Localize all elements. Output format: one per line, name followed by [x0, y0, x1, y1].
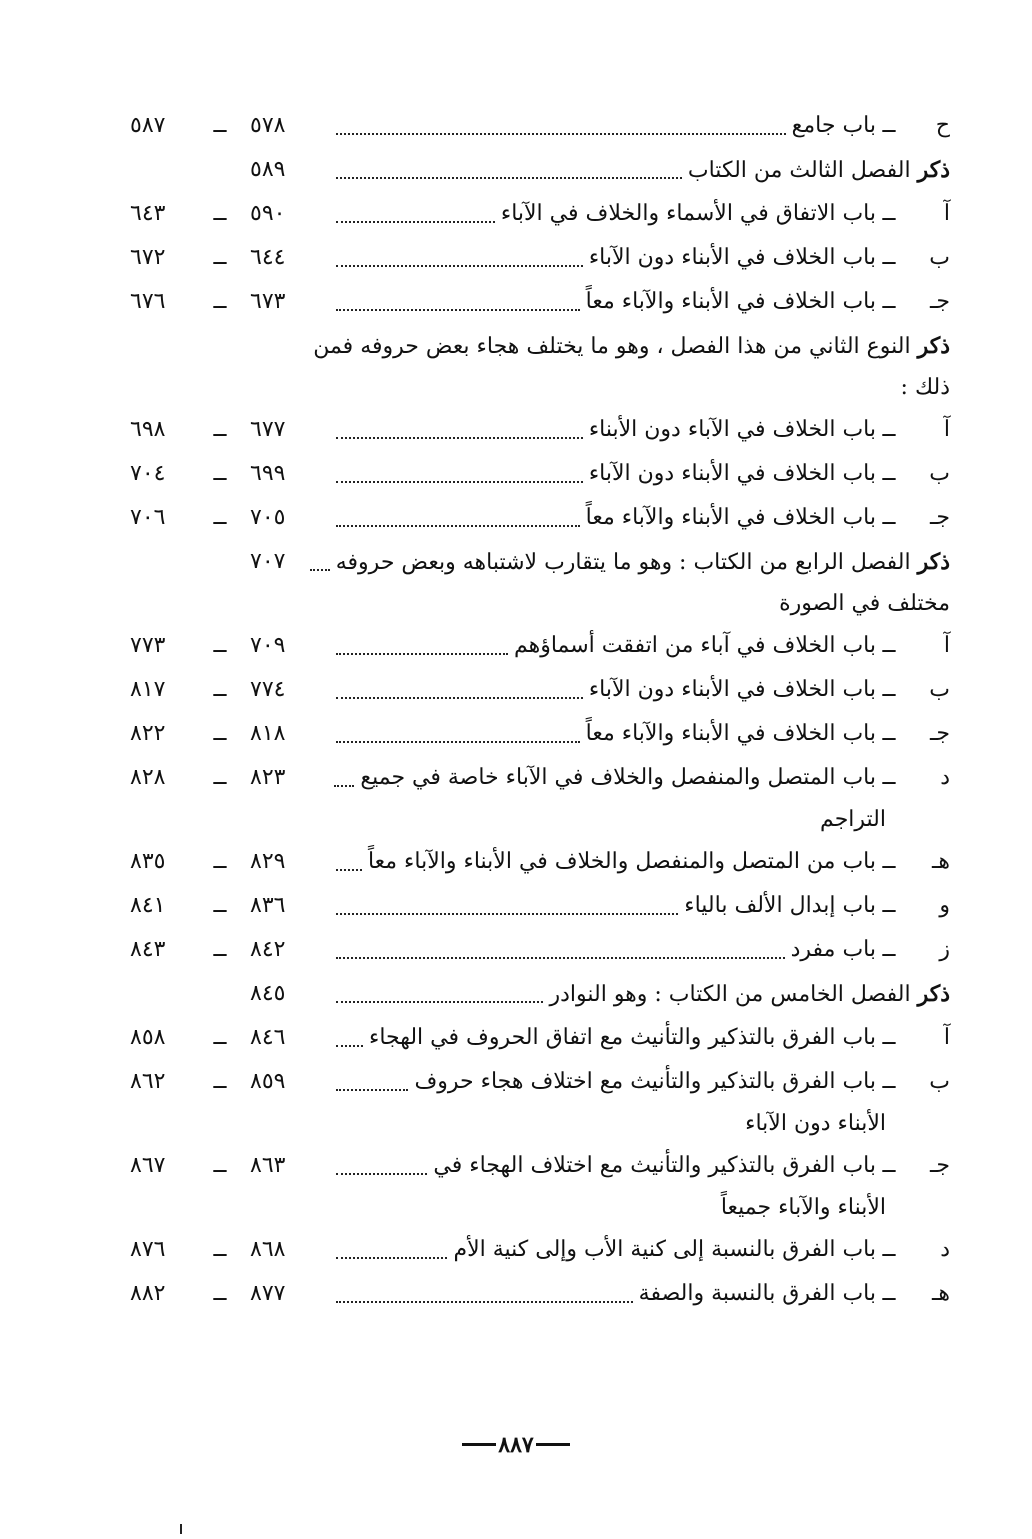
entry-dash: ــ — [882, 1153, 896, 1178]
entry-letter: ب — [929, 461, 950, 486]
page-end: ٨٦٧ — [130, 1153, 166, 1178]
leader-dots — [336, 697, 583, 699]
page-range — [130, 452, 330, 496]
page-range — [130, 496, 330, 540]
page-start: ٨٢٣ — [250, 765, 286, 790]
entry-letter: آ — [943, 633, 950, 658]
rule-left — [536, 1443, 570, 1446]
entry-dash: ــ — [882, 289, 896, 314]
toc-entry — [130, 1144, 950, 1188]
heading-box — [330, 540, 950, 585]
page-range — [130, 192, 330, 236]
leader-dots — [336, 1173, 427, 1175]
heading-text: الفصل الثالث من الكتاب — [687, 157, 911, 183]
heading-continuation — [130, 368, 950, 408]
page-range — [130, 884, 330, 928]
entry-title-box — [330, 668, 876, 712]
section-heading — [130, 324, 950, 368]
entry-title-box — [330, 452, 876, 496]
entry-letter: و — [939, 893, 950, 918]
entry-dash: ــ — [882, 721, 896, 746]
entry-title-box — [330, 1060, 876, 1104]
page-range — [130, 236, 330, 280]
entry-title-box — [330, 1228, 876, 1272]
heading-box — [330, 972, 950, 1017]
entry-title: باب الفرق بالتذكير والتأنيث مع اتفاق الحروف في الهجاء — [368, 1025, 876, 1050]
entry-title-box — [330, 624, 876, 668]
entry-continuation — [130, 800, 950, 840]
entry-dash: ــ — [882, 417, 896, 442]
leader-dots — [336, 1301, 633, 1303]
leader-dots — [336, 741, 580, 743]
entry-title-box — [330, 104, 876, 148]
entry-title-box — [330, 280, 876, 324]
entry-letter: هـ — [931, 1281, 950, 1306]
range-dash: ــ — [213, 1025, 227, 1050]
continuation-text: ذلك : — [900, 375, 950, 400]
heading-lead: ذكر — [917, 980, 950, 1007]
section-heading — [130, 148, 950, 192]
heading-title — [688, 148, 950, 193]
page-range — [130, 1228, 330, 1272]
toc-entry — [130, 756, 950, 800]
entry-letter: آ — [943, 417, 950, 442]
leader-dots — [336, 177, 682, 179]
leader-dots — [336, 1045, 363, 1047]
leader-dots — [310, 569, 330, 571]
page-end: ٧٧٣ — [130, 633, 166, 658]
page-start: ٨٤٦ — [250, 1025, 286, 1050]
toc-entry — [130, 280, 950, 324]
page-number: ٨٨٧ — [0, 1432, 1032, 1458]
entry-letter: ب — [929, 245, 950, 270]
range-dash: ــ — [213, 113, 227, 138]
page-end: ٨٧٦ — [130, 1237, 166, 1262]
entry-title-box — [330, 408, 876, 452]
page-range — [130, 840, 330, 884]
leader-dots — [336, 1001, 543, 1003]
entry-letter: جـ — [929, 289, 950, 314]
entry-dash: ــ — [882, 677, 896, 702]
section-heading — [130, 972, 950, 1016]
toc-entry — [130, 236, 950, 280]
heading-title — [549, 972, 950, 1017]
rule-right — [462, 1443, 496, 1446]
range-dash: ــ — [213, 849, 227, 874]
page-end: ٨٥٨ — [130, 1025, 166, 1050]
entry-title: باب الخلاف في الآباء دون الأبناء — [588, 417, 876, 442]
entry-letter: ب — [929, 1069, 950, 1094]
page-start: ٨٣٦ — [250, 893, 286, 918]
range-dash: ــ — [213, 721, 227, 746]
entry-title: باب المتصل والمنفصل والخلاف في الآباء خاصة في جميع — [360, 765, 876, 790]
toc-entry — [130, 408, 950, 452]
page-range — [130, 972, 330, 1016]
entry-dash: ــ — [882, 245, 896, 270]
toc-entry — [130, 668, 950, 712]
entry-letter: هـ — [931, 849, 950, 874]
entry-title-box — [330, 884, 876, 928]
page-range — [130, 408, 330, 452]
entry-title-box — [330, 712, 876, 756]
page-end: ٦٧٢ — [130, 245, 166, 270]
range-dash: ــ — [213, 1153, 227, 1178]
entry-title: باب جامع — [791, 113, 876, 138]
entry-title: باب الفرق بالنسبة إلى كنية الأب وإلى كنية الأم — [453, 1237, 876, 1262]
leader-dots — [336, 265, 583, 267]
entry-letter: د — [940, 765, 950, 790]
page-start: ٦٩٩ — [250, 461, 286, 486]
entry-title-box — [330, 928, 876, 972]
range-dash: ــ — [213, 1237, 227, 1262]
toc-entry — [130, 928, 950, 972]
page-start: ٨٤٥ — [250, 981, 286, 1006]
entry-continuation — [130, 1188, 950, 1228]
entry-title: باب الخلاف في الأبناء دون الآباء — [588, 677, 876, 702]
entry-continuation — [130, 1104, 950, 1144]
entry-dash: ــ — [882, 1069, 896, 1094]
range-dash: ــ — [213, 937, 227, 962]
entry-title-box — [330, 192, 876, 236]
entry-dash: ــ — [882, 201, 896, 226]
page-start: ٦٧٣ — [250, 289, 286, 314]
leader-dots — [336, 653, 508, 655]
scan-mark — [180, 1524, 186, 1534]
leader-dots — [336, 525, 580, 527]
entry-title: باب إبدال الألف بالياء — [684, 893, 876, 918]
entry-title: باب الخلاف في الأبناء والآباء معاً — [585, 721, 876, 746]
page-end: ٨٢٢ — [130, 721, 166, 746]
range-dash: ــ — [213, 289, 227, 314]
range-dash: ــ — [213, 1069, 227, 1094]
page-range — [130, 148, 330, 192]
entry-title: باب الخلاف في الأبناء والآباء معاً — [585, 289, 876, 314]
entry-title: باب الخلاف في الأبناء دون الآباء — [588, 245, 876, 270]
leader-dots — [336, 437, 583, 439]
leader-dots — [336, 1257, 447, 1259]
page-end: ٨١٧ — [130, 677, 166, 702]
table-of-contents — [130, 104, 950, 1316]
entry-letter: ز — [939, 937, 950, 962]
page-start: ٧٠٥ — [250, 505, 286, 530]
page-start: ٧٠٩ — [250, 633, 286, 658]
entry-title: باب الفرق بالتذكير والتأنيث مع اختلاف الهجاء في — [433, 1153, 876, 1178]
heading-title — [313, 324, 950, 369]
page-start: ٥٨٩ — [250, 157, 286, 182]
page-range — [130, 1144, 330, 1188]
heading-lead: ذكر — [917, 548, 950, 575]
entry-title: باب الفرق بالتذكير والتأنيث مع اختلاف هجاء حروف — [414, 1069, 876, 1094]
toc-entry — [130, 192, 950, 236]
heading-title — [336, 540, 950, 585]
page-range — [130, 1272, 330, 1316]
entry-dash: ــ — [882, 113, 896, 138]
entry-dash: ــ — [882, 1281, 896, 1306]
page-end: ٨٢٨ — [130, 765, 166, 790]
range-dash: ــ — [213, 505, 227, 530]
entry-title-box — [330, 840, 876, 884]
continuation-text: مختلف في الصورة — [779, 591, 950, 616]
entry-title: باب الخلاف في الأبناء والآباء معاً — [585, 505, 876, 530]
page-end: ٨٤١ — [130, 893, 166, 918]
entry-letter: آ — [943, 201, 950, 226]
toc-entry — [130, 712, 950, 756]
toc-entry — [130, 1016, 950, 1060]
entry-title-box — [330, 1144, 876, 1188]
page-start: ٦٤٤ — [250, 245, 286, 270]
entry-title-box — [330, 756, 876, 800]
leader-dots — [336, 1089, 408, 1091]
page-range — [130, 104, 330, 148]
page-end: ٦٩٨ — [130, 417, 166, 442]
leader-dots — [336, 481, 583, 483]
heading-text: النوع الثاني من هذا الفصل ، وهو ما يختلف هجاء بعض حروفه فمن — [313, 333, 911, 359]
page-start: ٨٢٩ — [250, 849, 286, 874]
page-end: ٦٤٣ — [130, 201, 166, 226]
entry-letter: جـ — [929, 1153, 950, 1178]
entry-letter: آ — [943, 1025, 950, 1050]
entry-dash: ــ — [882, 1237, 896, 1262]
entry-title-box — [330, 1272, 876, 1316]
entry-title-box — [330, 1016, 876, 1060]
continuation-text: التراجم — [820, 807, 886, 832]
entry-dash: ــ — [882, 633, 896, 658]
heading-lead: ذكر — [917, 156, 950, 183]
toc-entry — [130, 1228, 950, 1272]
entry-letter: ح — [935, 113, 950, 138]
page-end: ٨٨٢ — [130, 1281, 166, 1306]
section-heading — [130, 540, 950, 584]
page-end: ٨٣٥ — [130, 849, 166, 874]
toc-entry — [130, 104, 950, 148]
range-dash: ــ — [213, 417, 227, 442]
heading-continuation — [130, 584, 950, 624]
toc-entry — [130, 1060, 950, 1104]
entry-title-box — [330, 236, 876, 280]
leader-dots — [334, 785, 354, 787]
entry-title: باب الخلاف في الأبناء دون الآباء — [588, 461, 876, 486]
toc-entry — [130, 884, 950, 928]
range-dash: ــ — [213, 245, 227, 270]
page-end: ٨٤٣ — [130, 937, 166, 962]
range-dash: ــ — [213, 201, 227, 226]
entry-dash: ــ — [882, 461, 896, 486]
leader-dots — [336, 957, 785, 959]
entry-letter: ب — [929, 677, 950, 702]
range-dash: ــ — [213, 677, 227, 702]
page-end: ٧٠٦ — [130, 505, 166, 530]
page-start: ٨٦٣ — [250, 1153, 286, 1178]
entry-dash: ــ — [882, 765, 896, 790]
page-range — [130, 1060, 330, 1104]
entry-title: باب الاتفاق في الأسماء والخلاف في الآباء — [500, 201, 876, 226]
page-start: ٨٤٢ — [250, 937, 286, 962]
heading-text: الفصل الخامس من الكتاب : وهو النوادر — [549, 981, 911, 1007]
range-dash: ــ — [213, 633, 227, 658]
toc-entry — [130, 452, 950, 496]
range-dash: ــ — [213, 765, 227, 790]
entry-letter: جـ — [929, 505, 950, 530]
toc-entry — [130, 624, 950, 668]
page-range — [130, 928, 330, 972]
entry-title: باب من المتصل والمنفصل والخلاف في الأبناء والآباء معاً — [367, 849, 876, 874]
entry-dash: ــ — [882, 1025, 896, 1050]
leader-dots — [336, 913, 678, 915]
entry-title-box — [330, 496, 876, 540]
leader-dots — [336, 221, 495, 223]
range-dash: ــ — [213, 461, 227, 486]
page-range — [130, 1016, 330, 1060]
toc-entry — [130, 1272, 950, 1316]
page-start: ٥٧٨ — [250, 113, 286, 138]
page-range — [130, 756, 330, 800]
entry-dash: ــ — [882, 505, 896, 530]
entry-dash: ــ — [882, 937, 896, 962]
entry-title: باب مفرد — [790, 937, 876, 962]
page-start: ٧٠٧ — [250, 549, 286, 574]
entry-letter: جـ — [929, 721, 950, 746]
page-end: ٦٧٦ — [130, 289, 166, 314]
leader-dots — [336, 133, 786, 135]
entry-dash: ــ — [882, 849, 896, 874]
page-start: ٨٧٧ — [250, 1281, 286, 1306]
page-end: ٧٠٤ — [130, 461, 166, 486]
page-range — [130, 280, 330, 324]
toc-entry — [130, 840, 950, 884]
page-range — [130, 712, 330, 756]
heading-text: الفصل الرابع من الكتاب : وهو ما يتقارب لاشتباهه وبعض حروفه — [335, 549, 911, 575]
page-start: ٥٩٠ — [250, 201, 286, 226]
page-end: ٥٨٧ — [130, 113, 166, 138]
continuation-text: الأبناء دون الآباء — [745, 1111, 886, 1136]
page-end: ٨٦٢ — [130, 1069, 166, 1094]
range-dash: ــ — [213, 1281, 227, 1306]
range-dash: ــ — [213, 893, 227, 918]
leader-dots — [336, 309, 580, 311]
heading-box — [330, 148, 950, 193]
toc-entry — [130, 496, 950, 540]
page-range — [130, 540, 330, 584]
page-range — [130, 624, 330, 668]
page-start: ٨١٨ — [250, 721, 286, 746]
page-start: ٧٧٤ — [250, 677, 286, 702]
entry-letter: د — [940, 1237, 950, 1262]
page-start: ٨٦٨ — [250, 1237, 286, 1262]
page-start: ٨٥٩ — [250, 1069, 286, 1094]
entry-title: باب الفرق بالنسبة والصفة — [638, 1281, 876, 1306]
continuation-text: الأبناء والآباء جميعاً — [720, 1195, 886, 1220]
entry-title: باب الخلاف في آباء من اتفقت أسماؤهم — [513, 633, 876, 658]
heading-lead: ذكر — [917, 332, 950, 359]
page-start: ٦٧٧ — [250, 417, 286, 442]
entry-dash: ــ — [882, 893, 896, 918]
page-range — [130, 668, 330, 712]
leader-dots — [336, 869, 362, 871]
